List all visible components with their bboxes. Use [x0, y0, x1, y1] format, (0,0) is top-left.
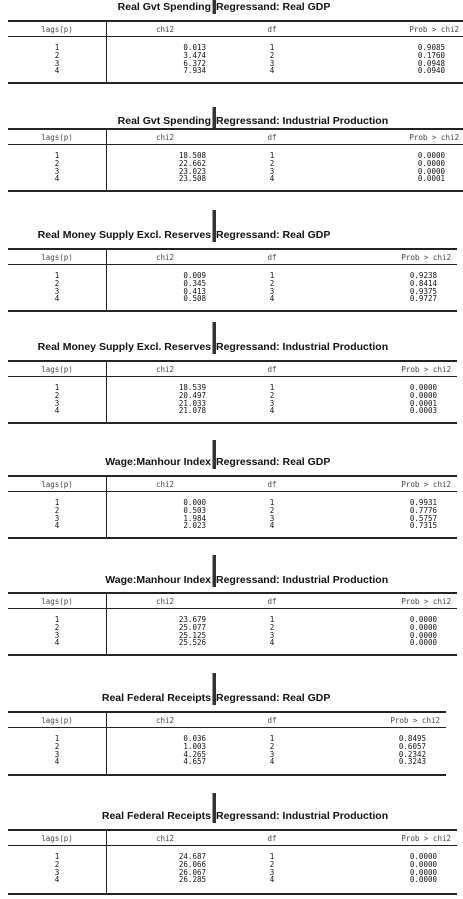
results-table — [8, 829, 457, 895]
results-table — [8, 128, 463, 192]
cell-prob: 0.0000 — [409, 622, 437, 632]
cell-df: 2 — [269, 390, 275, 400]
column-header-df: df — [267, 133, 277, 142]
test-table-block — [0, 440, 463, 539]
cell-prob: 0.0000 — [409, 630, 437, 640]
cell-df: 1 — [269, 383, 275, 392]
results-table — [8, 592, 457, 656]
cell-df: 4 — [269, 66, 275, 76]
excluded-variable-label: Wage:Manhour Index — [105, 574, 211, 586]
cell-prob: 0.9727 — [409, 294, 437, 304]
cell-df: 2 — [269, 622, 275, 632]
column-header-chi2: chi2 — [155, 253, 175, 262]
cell-lag: 4 — [54, 757, 60, 767]
cell-lag: 4 — [54, 875, 60, 885]
test-table-block — [0, 673, 463, 776]
cell-lag: 4 — [54, 638, 60, 648]
cell-chi2: 21.033 — [178, 398, 206, 408]
cell-df: 2 — [269, 278, 275, 288]
table-title — [0, 322, 463, 353]
cell-df: 3 — [269, 398, 275, 408]
column-header-chi2: chi2 — [155, 133, 175, 142]
excluded-variable-label: Real Gvt Spending — [117, 1, 211, 13]
cell-prob: 0.7776 — [409, 505, 437, 515]
column-header-chi2: chi2 — [155, 716, 175, 725]
column-header-lags: lags(p) — [41, 716, 73, 725]
cell-chi2: 18.539 — [178, 383, 206, 392]
cell-lag: 2 — [54, 505, 60, 515]
cell-lag: 4 — [54, 521, 60, 531]
column-header-chi2: chi2 — [155, 365, 175, 374]
table-header — [8, 831, 457, 846]
cell-chi2: 25.077 — [178, 622, 206, 632]
cell-chi2: 0.013 — [183, 43, 206, 52]
cell-lag: 3 — [54, 867, 60, 877]
results-table — [8, 20, 463, 84]
cell-lag: 2 — [54, 390, 60, 400]
cell-chi2: 1.003 — [183, 741, 206, 751]
cell-df: 2 — [269, 741, 275, 751]
cell-lag: 3 — [54, 513, 60, 523]
table-title — [0, 555, 463, 586]
cell-chi2: 4.265 — [183, 749, 206, 759]
test-table-block — [0, 210, 463, 312]
cell-chi2: 25.125 — [178, 630, 206, 640]
test-table-block — [0, 793, 463, 895]
column-header-chi2: chi2 — [155, 834, 175, 843]
cell-df: 1 — [269, 151, 275, 160]
column-header-prob: Prob > chi2 — [401, 480, 451, 489]
column-separator — [106, 22, 107, 82]
cell-prob: 0.9375 — [409, 286, 437, 296]
test-table-block — [0, 0, 463, 84]
cell-chi2: 25.526 — [178, 638, 206, 648]
cell-prob: 0.0003 — [409, 406, 437, 416]
cell-lag: 2 — [54, 50, 60, 60]
cell-lag: 3 — [54, 630, 60, 640]
cell-prob: 0.0000 — [409, 390, 437, 400]
column-header-df: df — [267, 716, 277, 725]
column-header-prob: Prob > chi2 — [401, 365, 451, 374]
cell-lag: 1 — [54, 383, 60, 392]
cell-prob: 0.9238 — [409, 271, 437, 280]
excluded-variable-label: Wage:Manhour Index — [105, 456, 211, 468]
cell-lag: 1 — [54, 151, 60, 160]
column-header-lags: lags(p) — [41, 480, 73, 489]
cell-chi2: 1.984 — [183, 513, 206, 523]
cell-prob: 0.0000 — [409, 859, 437, 869]
table-header — [8, 130, 463, 145]
cell-lag: 4 — [54, 294, 60, 304]
cell-chi2: 23.508 — [178, 174, 206, 184]
cell-prob: 0.6057 — [398, 741, 426, 751]
cell-df: 3 — [269, 513, 275, 523]
regressand-label: Regressand: Real GDP — [216, 1, 331, 13]
results-table — [8, 248, 457, 312]
column-header-chi2: chi2 — [155, 25, 175, 34]
cell-df: 2 — [269, 50, 275, 60]
column-header-prob: Prob > chi2 — [390, 716, 440, 725]
cell-chi2: 18.508 — [178, 151, 206, 160]
column-header-lags: lags(p) — [41, 25, 73, 34]
cell-df: 3 — [269, 58, 275, 68]
cell-df: 3 — [269, 749, 275, 759]
cell-lag: 3 — [54, 166, 60, 176]
cell-chi2: 6.372 — [183, 58, 206, 68]
cell-df: 1 — [269, 852, 275, 861]
cell-chi2: 26.285 — [178, 875, 206, 885]
cell-lag: 1 — [54, 852, 60, 861]
column-header-prob: Prob > chi2 — [401, 253, 451, 262]
cell-chi2: 3.474 — [183, 50, 206, 60]
cell-df: 4 — [269, 174, 275, 184]
cell-df: 1 — [269, 43, 275, 52]
table-header — [8, 594, 457, 609]
cell-lag: 3 — [54, 286, 60, 296]
cell-prob: 0.0000 — [409, 615, 437, 624]
column-separator — [106, 362, 107, 422]
cell-prob: 0.0001 — [417, 174, 445, 184]
table-header — [8, 477, 457, 492]
results-table — [8, 360, 457, 424]
test-table-block — [0, 322, 463, 424]
cell-lag: 4 — [54, 66, 60, 76]
test-table-block — [0, 555, 463, 656]
cell-chi2: 0.000 — [183, 498, 206, 507]
cell-chi2: 0.009 — [183, 271, 206, 280]
table-title — [0, 440, 463, 468]
cell-lag: 3 — [54, 749, 60, 759]
column-header-chi2: chi2 — [155, 480, 175, 489]
cell-df: 2 — [269, 859, 275, 869]
cell-prob: 0.0000 — [409, 638, 437, 648]
column-header-lags: lags(p) — [41, 834, 73, 843]
table-header — [8, 713, 446, 728]
cell-prob: 0.1760 — [417, 50, 445, 60]
excluded-variable-label: Real Money Supply Excl. Reserves — [37, 229, 211, 241]
column-header-lags: lags(p) — [41, 133, 73, 142]
cell-df: 1 — [269, 271, 275, 280]
regressand-label: Regressand: Real GDP — [216, 456, 331, 468]
column-separator — [106, 831, 107, 893]
cell-chi2: 0.413 — [183, 286, 206, 296]
cell-df: 4 — [269, 521, 275, 531]
excluded-variable-label: Real Gvt Spending — [117, 115, 211, 127]
table-header — [8, 250, 457, 265]
cell-prob: 0.0948 — [417, 58, 445, 68]
cell-df: 4 — [269, 406, 275, 416]
cell-prob: 0.2342 — [398, 749, 426, 759]
cell-lag: 2 — [54, 158, 60, 168]
cell-prob: 0.0001 — [409, 398, 437, 408]
cell-chi2: 0.503 — [183, 505, 206, 515]
column-header-lags: lags(p) — [41, 365, 73, 374]
column-header-chi2: chi2 — [155, 597, 175, 606]
cell-lag: 1 — [54, 615, 60, 624]
regressand-label: Regressand: Industrial Production — [216, 810, 389, 822]
column-header-prob: Prob > chi2 — [409, 133, 459, 142]
column-header-df: df — [267, 365, 277, 374]
cell-prob: 0.9931 — [409, 498, 437, 507]
cell-lag: 1 — [54, 43, 60, 52]
column-separator — [106, 250, 107, 310]
results-table — [8, 711, 446, 776]
cell-prob: 0.7315 — [409, 521, 437, 531]
cell-df: 3 — [269, 286, 275, 296]
cell-df: 3 — [269, 867, 275, 877]
cell-lag: 3 — [54, 58, 60, 68]
cell-df: 1 — [269, 498, 275, 507]
cell-prob: 0.0940 — [417, 66, 445, 76]
cell-lag: 1 — [54, 271, 60, 280]
cell-df: 3 — [269, 166, 275, 176]
cell-prob: 0.0000 — [417, 158, 445, 168]
cell-chi2: 0.508 — [183, 294, 206, 304]
cell-prob: 0.0000 — [409, 867, 437, 877]
cell-chi2: 26.067 — [178, 867, 206, 877]
cell-prob: 0.0000 — [409, 875, 437, 885]
cell-df: 4 — [269, 638, 275, 648]
cell-lag: 1 — [54, 734, 60, 743]
cell-lag: 4 — [54, 406, 60, 416]
excluded-variable-label: Real Federal Receipts — [101, 810, 211, 822]
cell-chi2: 4.657 — [183, 757, 206, 767]
excluded-variable-label: Real Money Supply Excl. Reserves — [37, 341, 211, 353]
table-title — [0, 0, 463, 22]
column-header-df: df — [267, 480, 277, 489]
results-table — [8, 475, 457, 539]
cell-lag: 2 — [54, 859, 60, 869]
table-title — [0, 673, 463, 704]
table-title — [0, 210, 463, 241]
cell-lag: 2 — [54, 278, 60, 288]
cell-prob: 0.8414 — [409, 278, 437, 288]
cell-df: 3 — [269, 630, 275, 640]
test-table-block — [0, 107, 463, 192]
cell-prob: 0.3243 — [398, 757, 426, 767]
cell-chi2: 0.345 — [183, 278, 206, 288]
cell-lag: 4 — [54, 174, 60, 184]
column-header-df: df — [267, 253, 277, 262]
cell-df: 2 — [269, 505, 275, 515]
cell-chi2: 20.497 — [178, 390, 206, 400]
column-header-lags: lags(p) — [41, 597, 73, 606]
cell-chi2: 23.023 — [178, 166, 206, 176]
regressand-label: Regressand: Real GDP — [216, 229, 331, 241]
table-header — [8, 362, 457, 377]
column-separator — [106, 713, 107, 774]
cell-df: 1 — [269, 734, 275, 743]
regressand-label: Regressand: Industrial Production — [216, 115, 389, 127]
cell-lag: 2 — [54, 741, 60, 751]
cell-df: 4 — [269, 875, 275, 885]
cell-chi2: 0.036 — [183, 734, 206, 743]
cell-chi2: 24.687 — [178, 852, 206, 861]
excluded-variable-label: Real Federal Receipts — [101, 692, 211, 704]
column-header-df: df — [267, 834, 277, 843]
cell-chi2: 23.679 — [178, 615, 206, 624]
cell-chi2: 7.934 — [183, 66, 206, 76]
cell-df: 1 — [269, 615, 275, 624]
column-separator — [106, 594, 107, 654]
cell-df: 2 — [269, 158, 275, 168]
cell-df: 4 — [269, 757, 275, 767]
cell-prob: 0.0000 — [409, 852, 437, 861]
column-header-prob: Prob > chi2 — [409, 25, 459, 34]
cell-prob: 0.0000 — [417, 166, 445, 176]
cell-prob: 0.0000 — [417, 151, 445, 160]
cell-chi2: 2.023 — [183, 521, 206, 531]
column-separator — [106, 477, 107, 537]
table-header — [8, 22, 463, 37]
regressand-label: Regressand: Real GDP — [216, 692, 331, 704]
column-header-df: df — [267, 597, 277, 606]
cell-chi2: 26.066 — [178, 859, 206, 869]
column-header-prob: Prob > chi2 — [401, 597, 451, 606]
column-separator — [106, 130, 107, 190]
cell-lag: 3 — [54, 398, 60, 408]
cell-prob: 0.8495 — [398, 734, 426, 743]
column-header-prob: Prob > chi2 — [401, 834, 451, 843]
cell-lag: 2 — [54, 622, 60, 632]
table-title — [0, 107, 463, 129]
column-header-lags: lags(p) — [41, 253, 73, 262]
cell-chi2: 21.078 — [178, 406, 206, 416]
table-title — [0, 793, 463, 822]
column-header-df: df — [267, 25, 277, 34]
cell-chi2: 22.662 — [178, 158, 206, 168]
regressand-label: Regressand: Industrial Production — [216, 341, 389, 353]
cell-lag: 1 — [54, 498, 60, 507]
cell-prob: 0.9085 — [417, 43, 445, 52]
cell-df: 4 — [269, 294, 275, 304]
regressand-label: Regressand: Industrial Production — [216, 574, 389, 586]
cell-prob: 0.0000 — [409, 383, 437, 392]
cell-prob: 0.5757 — [409, 513, 437, 523]
